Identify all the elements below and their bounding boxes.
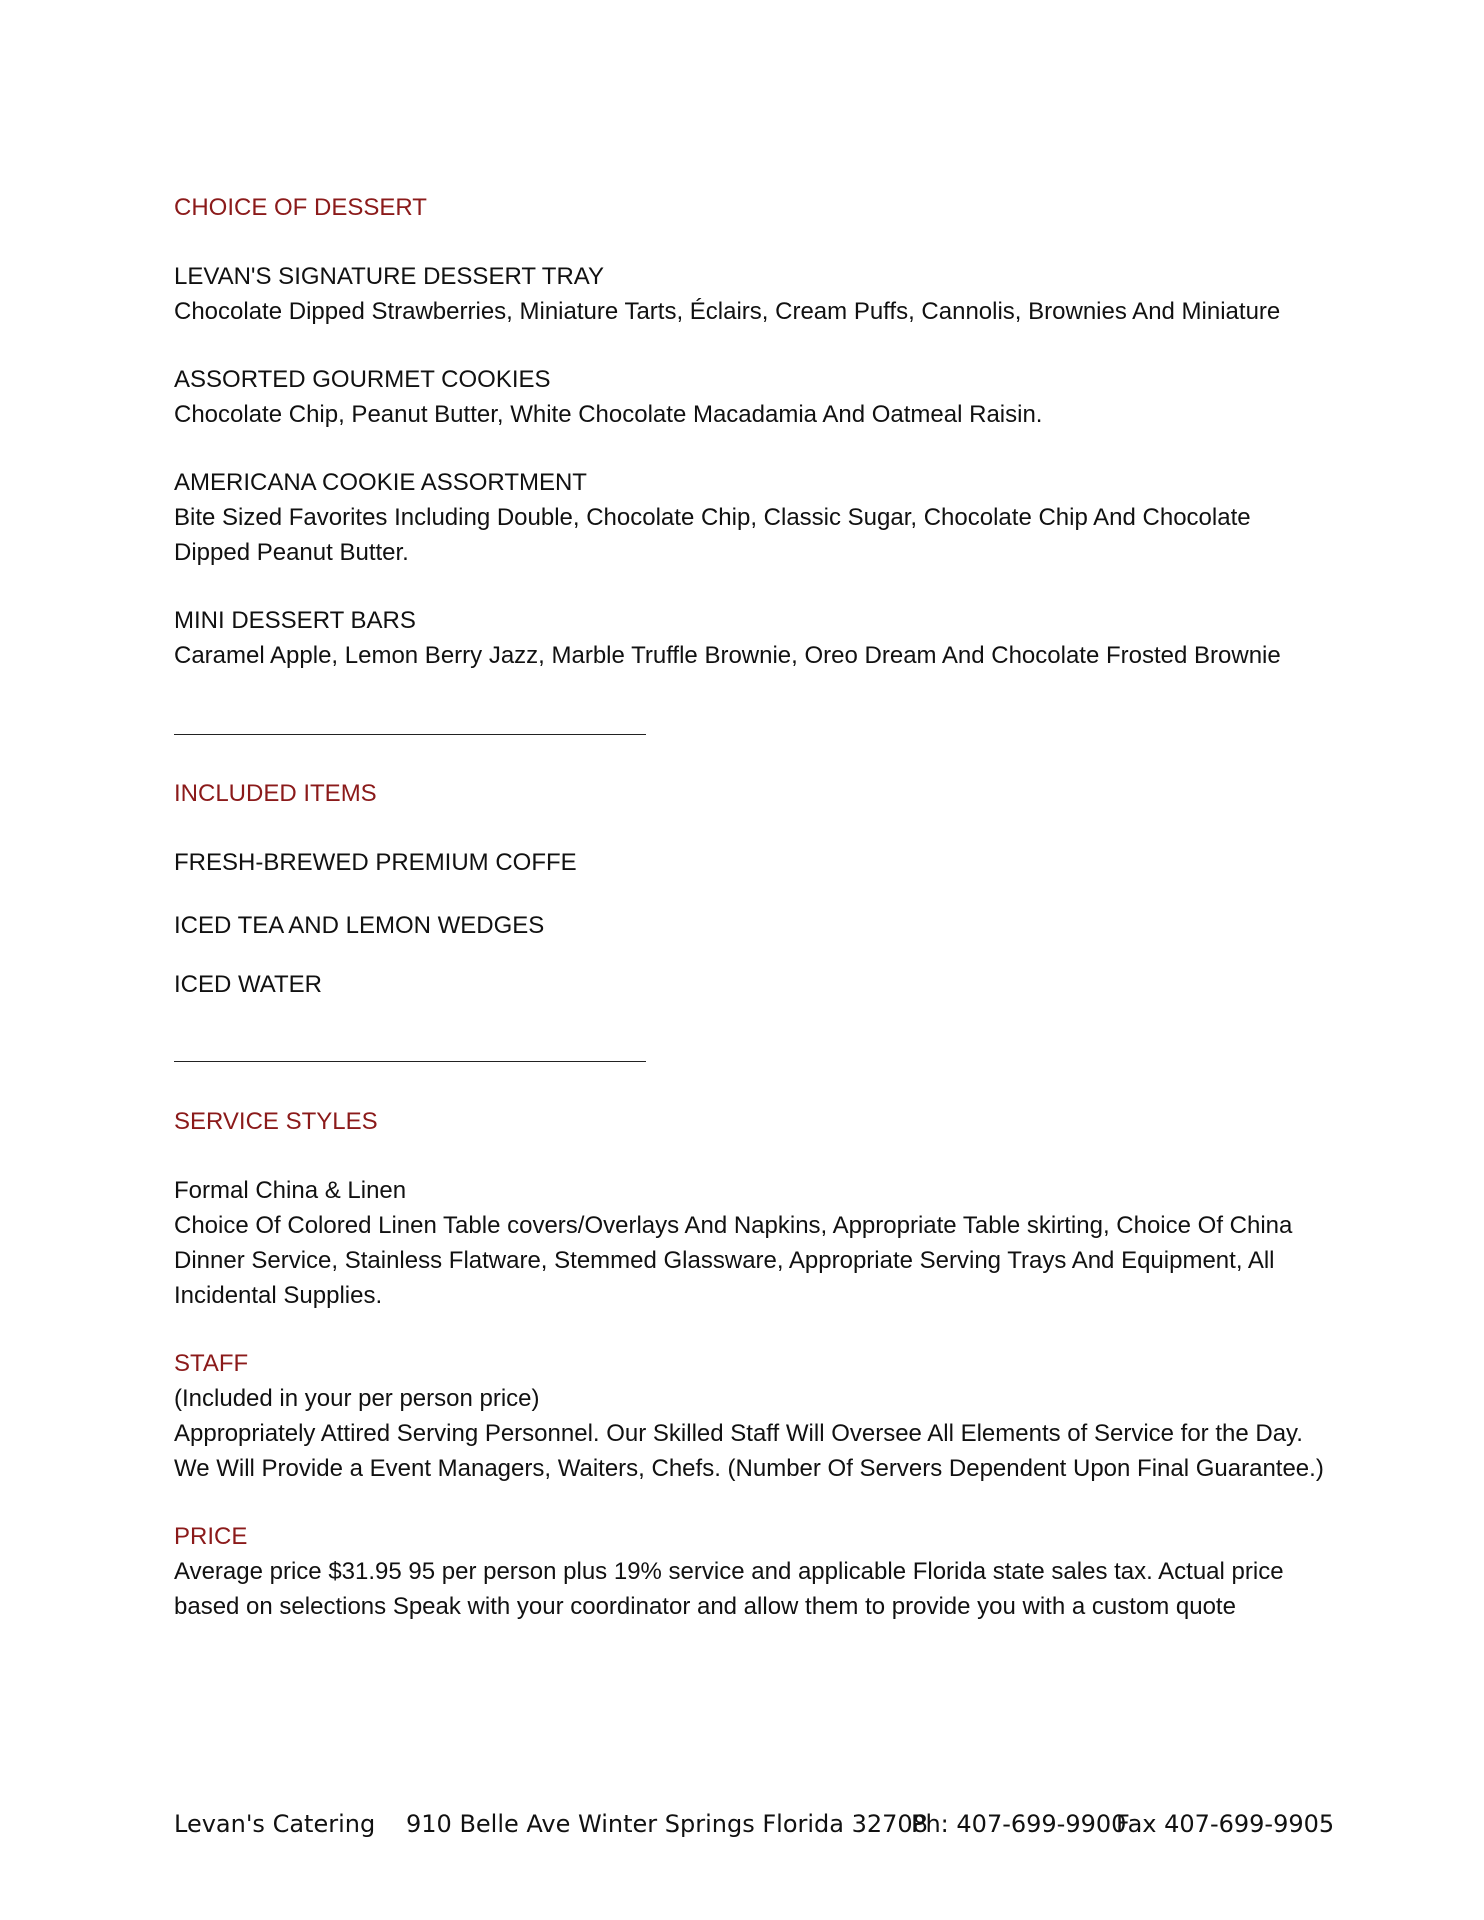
dessert-item-desc: Chocolate Dipped Strawberries, Miniature Tarts, Éclairs, Cream Puffs, Cannolis, Brownies And Miniature (174, 298, 1281, 325)
dessert-item-desc: Chocolate Chip, Peanut Butter, White Chocolate Macadamia And Oatmeal Raisin. (174, 401, 1043, 428)
included-heading: INCLUDED ITEMS (174, 780, 377, 807)
footer-phone: Ph: 407-699-9900 (911, 1810, 1127, 1838)
staff-line: We Will Provide a Event Managers, Waiters, Chefs. (Number Of Servers Dependent Upon Final Guarantee.) (174, 1455, 1324, 1482)
included-item: ICED WATER (174, 971, 322, 998)
service-desc: Dinner Service, Stainless Flatware, Stemmed Glassware, Appropriate Serving Trays And Equipment, All (174, 1247, 1275, 1274)
staff-heading: STAFF (174, 1350, 249, 1377)
section-divider (174, 1061, 646, 1062)
staff-line: Appropriately Attired Serving Personnel. Our Skilled Staff Will Oversee All Elements of Service for the Day. (174, 1420, 1303, 1447)
footer-address: 910 Belle Ave Winter Springs Florida 32708 (406, 1810, 928, 1838)
price-heading: PRICE (174, 1523, 248, 1550)
dessert-item-desc: Bite Sized Favorites Including Double, Chocolate Chip, Classic Sugar, Chocolate Chip And Chocolate (174, 504, 1251, 531)
service-title: Formal China & Linen (174, 1177, 407, 1204)
dessert-item-desc: Dipped Peanut Butter. (174, 539, 409, 566)
footer-company: Levan's Catering (174, 1810, 376, 1838)
dessert-item-title: AMERICANA COOKIE ASSORTMENT (174, 469, 587, 496)
service-heading: SERVICE STYLES (174, 1108, 378, 1135)
included-item: FRESH-BREWED PREMIUM COFFE (174, 849, 577, 876)
dessert-heading: CHOICE OF DESSERT (174, 194, 427, 221)
footer-fax: Fax 407-699-9905 (1116, 1810, 1335, 1838)
service-desc: Choice Of Colored Linen Table covers/Overlays And Napkins, Appropriate Table skirting, Choice Of China (174, 1212, 1293, 1239)
staff-line: (Included in your per person price) (174, 1385, 540, 1412)
dessert-item-title: LEVAN'S SIGNATURE DESSERT TRAY (174, 263, 605, 290)
included-item: ICED TEA AND LEMON WEDGES (174, 912, 545, 939)
price-line: Average price $31.95 95 per person plus 19% service and applicable Florida state sales tax. Actual price (174, 1558, 1284, 1585)
service-desc: Incidental Supplies. (174, 1282, 383, 1309)
dessert-item-title: MINI DESSERT BARS (174, 607, 416, 634)
dessert-item-desc: Caramel Apple, Lemon Berry Jazz, Marble Truffle Brownie, Oreo Dream And Chocolate Frosted Brownie (174, 642, 1281, 669)
price-line: based on selections Speak with your coordinator and allow them to provide you with a custom quote (174, 1593, 1236, 1620)
section-divider (174, 734, 646, 735)
dessert-item-title: ASSORTED GOURMET COOKIES (174, 366, 551, 393)
